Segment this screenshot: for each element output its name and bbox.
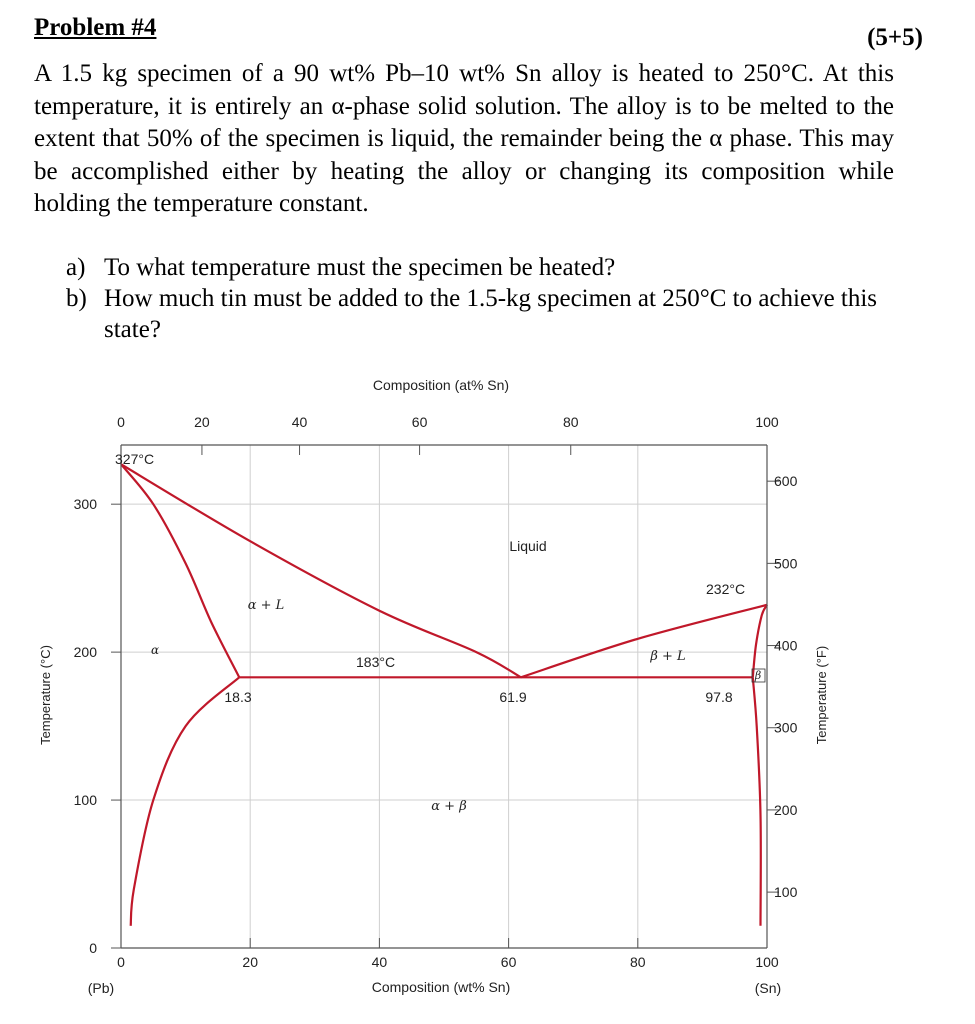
liquidus-left-line — [121, 464, 521, 677]
sn-melt-label: 232°C — [706, 581, 746, 597]
eutectic-comp-label: 61.9 — [499, 689, 527, 705]
bottom-tick-label: 0 — [117, 954, 125, 970]
grid — [121, 445, 767, 948]
left-axis-label: Temperature (°C) — [38, 645, 53, 745]
axis-ticks — [74, 414, 798, 970]
region-beta-liquid-label: β + L — [650, 649, 686, 664]
left-tick-label: 0 — [89, 940, 97, 956]
question-marker: b) — [66, 285, 87, 312]
beta-max-label: 97.8 — [705, 689, 733, 705]
top-axis-label: Composition (at% Sn) — [372, 377, 510, 393]
region-alpha-label: α — [150, 643, 160, 657]
question-text: How much tin must be added to the 1.5-kg specimen at 250°C to achieve this state? — [104, 285, 878, 343]
bottom-tick-label: 60 — [500, 954, 517, 970]
question-list — [66, 252, 916, 345]
phase-diagram — [0, 365, 975, 1024]
bottom-tick-label: 80 — [630, 954, 646, 970]
top-tick-label: 80 — [562, 414, 579, 430]
right-axis-label: Temperature (°F) — [814, 645, 829, 745]
pb-melt-label: 327°C — [115, 451, 155, 467]
phase-boundaries — [121, 464, 767, 926]
top-tick-label: 20 — [194, 414, 210, 430]
question-text: To what temperature must the specimen be heated? — [104, 254, 616, 281]
question-b — [66, 283, 916, 345]
region-liquid-label: Liquid — [509, 538, 547, 554]
region-beta-label: β — [754, 669, 762, 682]
top-tick-label: 0 — [117, 414, 125, 430]
region-alpha-beta-label: α + β — [431, 799, 467, 814]
problem-title: Problem #4 — [34, 14, 157, 41]
left-tick-label: 200 — [73, 644, 97, 661]
axes — [121, 445, 767, 948]
problem-statement: A 1.5 kg specimen of a 90 wt% Pb–10 wt% Sn alloy is heated to 250°C. At this temperature, it is entirely an α-phase solid solution. The alloy is to be melted to the extent that 50% of the specimen is liquid, the remainder being the α phase. This may be accomplished either by heating the alloy or changing its composition while holding the temperature constant. — [34, 60, 894, 217]
region-alpha-liquid-label: α + L — [247, 598, 285, 613]
left-tick-label: 300 — [73, 496, 97, 513]
solvus-right-line — [753, 677, 761, 926]
bottom-axis-label: Composition (wt% Sn) — [371, 979, 511, 995]
right-tick-label: 200 — [774, 801, 798, 818]
right-tick-label: 100 — [774, 884, 798, 901]
question-a — [66, 252, 916, 283]
top-tick-label: 100 — [755, 414, 779, 430]
right-tick-label: 600 — [774, 473, 798, 490]
right-tick-label: 500 — [774, 555, 798, 572]
sn-end-label: (Sn) — [754, 980, 782, 996]
liquidus-right-line — [521, 605, 767, 678]
right-tick-label: 400 — [774, 637, 798, 654]
top-tick-label: 60 — [411, 414, 428, 430]
left-tick-label: 100 — [73, 792, 97, 809]
bottom-tick-label: 20 — [242, 954, 258, 970]
bottom-tick-label: 100 — [755, 954, 779, 970]
eutectic-temp-label: 183°C — [356, 654, 396, 670]
right-tick-label: 300 — [774, 719, 798, 736]
solidus-right-line — [753, 605, 767, 678]
alpha-max-label: 18.3 — [224, 689, 252, 705]
pb-end-label: (Pb) — [87, 980, 115, 996]
solvus-left-line — [131, 677, 240, 926]
top-tick-label: 40 — [291, 414, 308, 430]
bottom-tick-label: 40 — [371, 954, 388, 970]
problem-points: (5+5) — [867, 24, 923, 51]
question-marker: a) — [66, 254, 86, 281]
solidus-left-line — [121, 464, 239, 677]
